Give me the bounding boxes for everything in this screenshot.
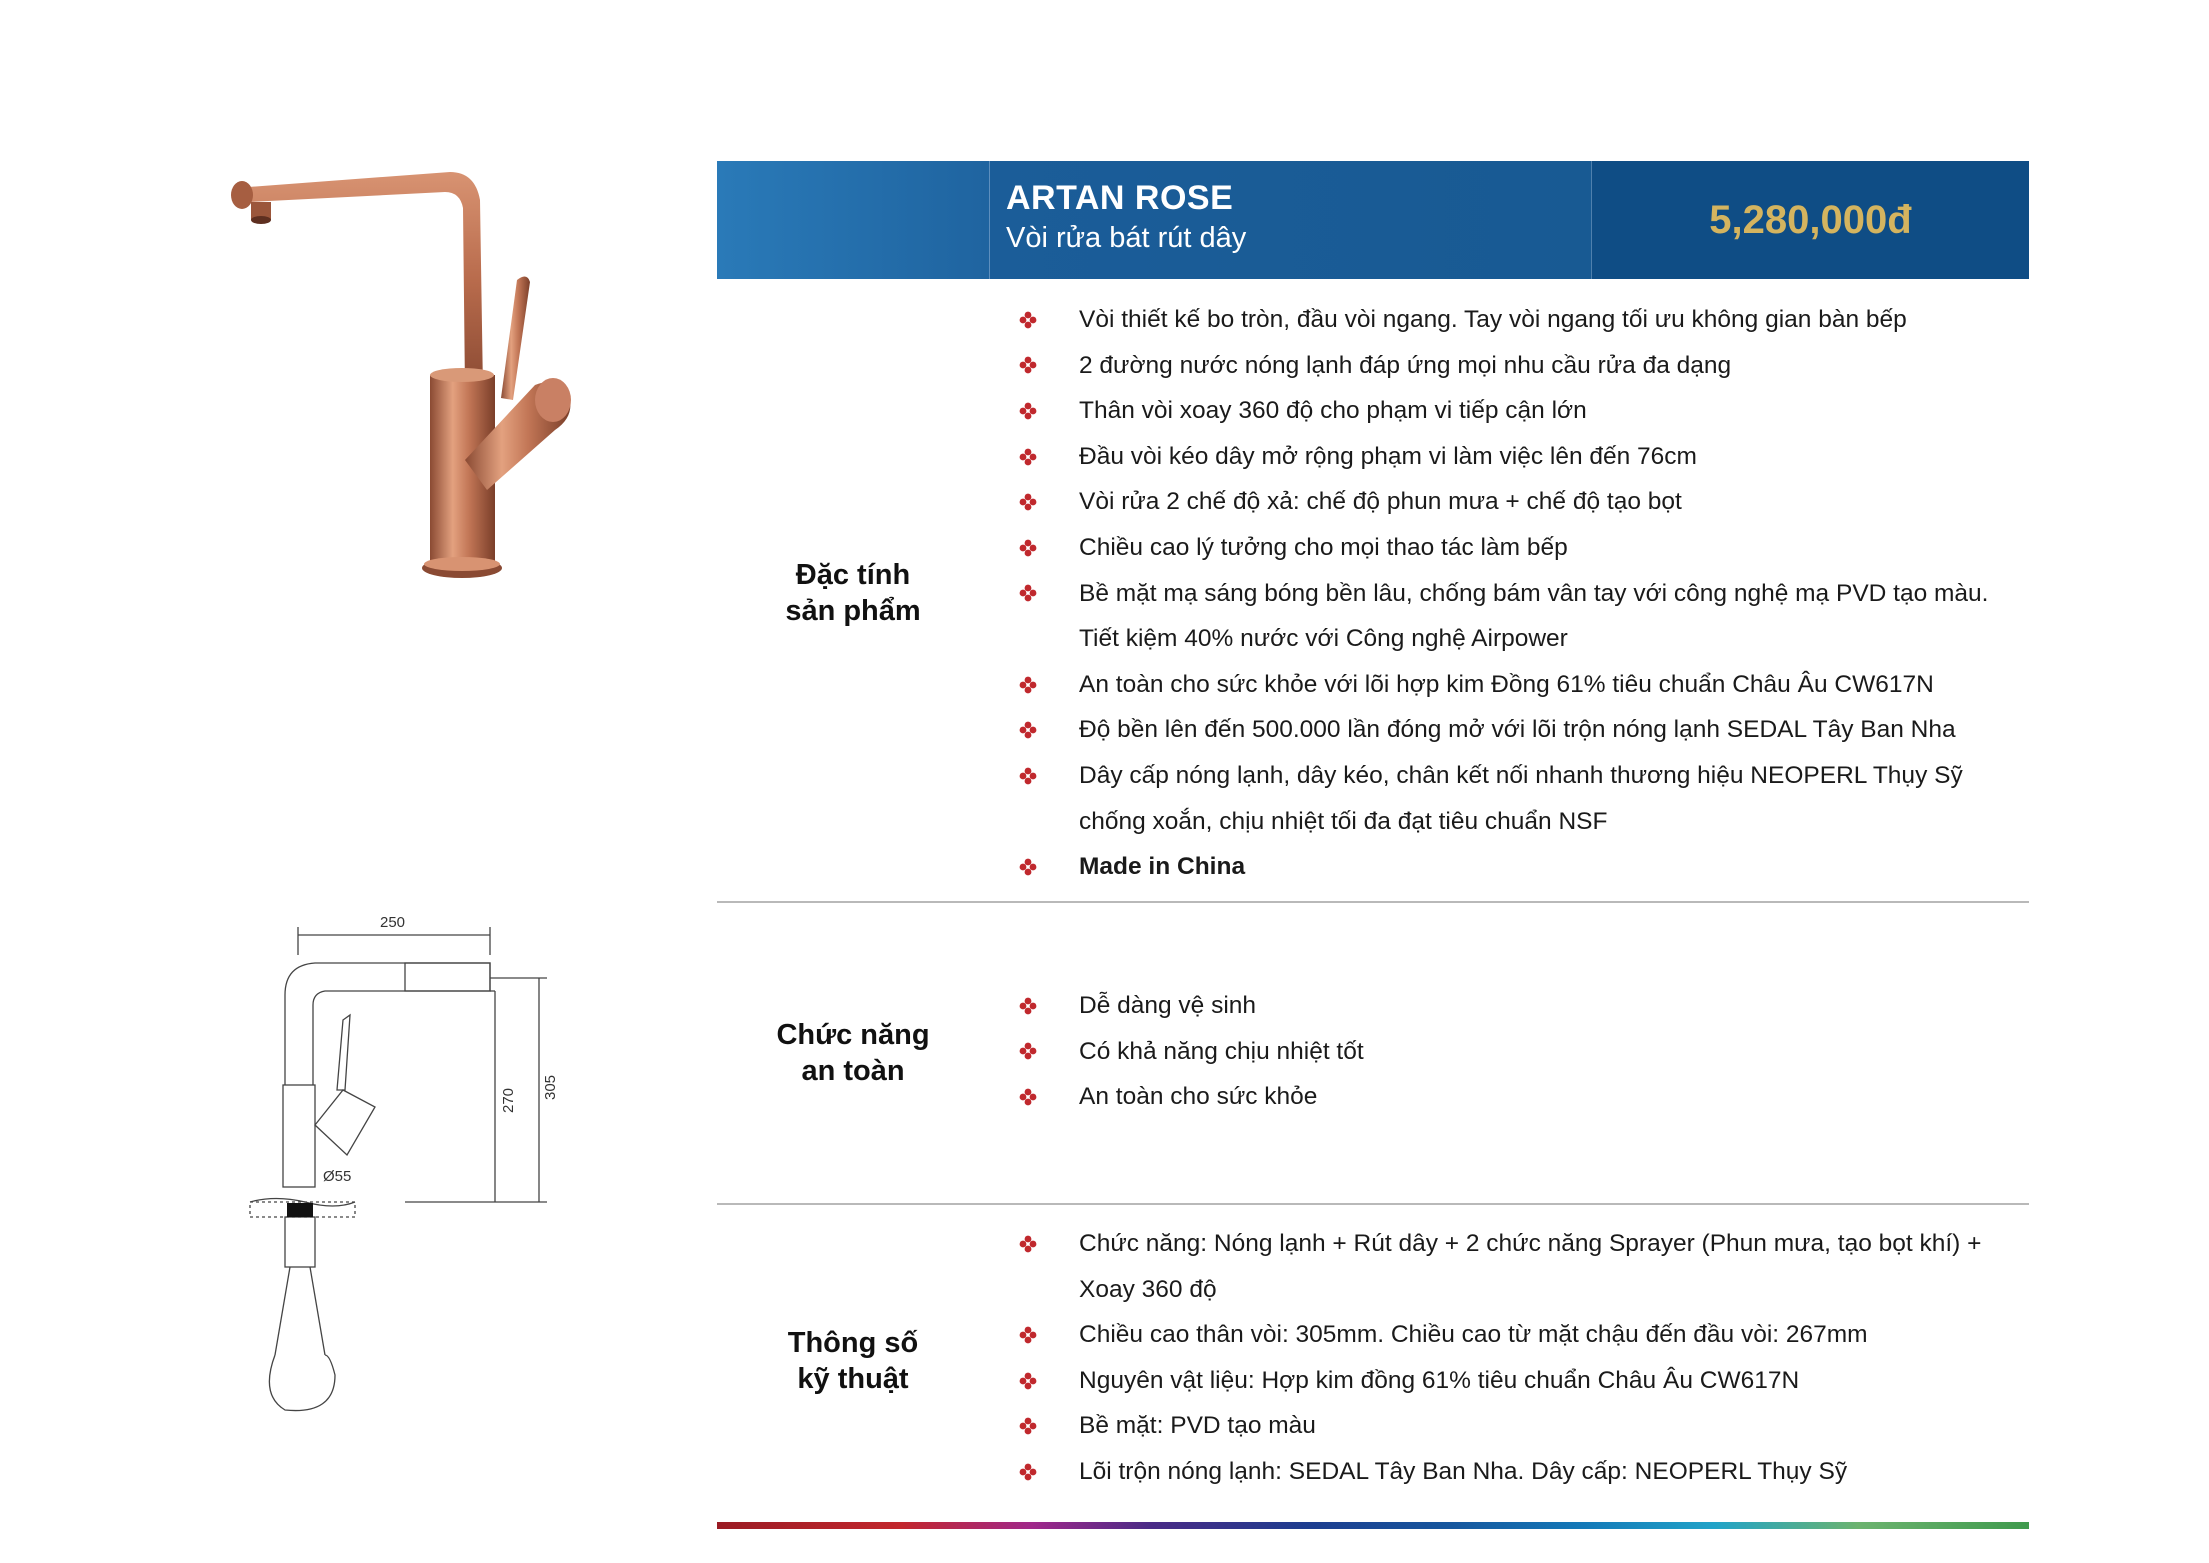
dim-height-inner-label: 270 (500, 1087, 517, 1113)
red-diamond-bullet-icon (1017, 479, 1039, 525)
list-item: Chiều cao lý tưởng cho mọi thao tác làm bếp (1017, 525, 2009, 571)
list-item: Độ bền lên đến 500.000 lần đóng mở với lõi trộn nóng lạnh SEDAL Tây Ban Nha (1017, 707, 2009, 753)
red-diamond-bullet-icon (1017, 1358, 1039, 1404)
section-label-safety: Chức năng an toàn (776, 1019, 930, 1087)
product-price: 5,280,000đ (1709, 197, 1912, 242)
list-item: 2 đường nước nóng lạnh đáp ứng mọi nhu cầu rửa đa dạng (1017, 343, 2009, 389)
footer-color-bar (717, 1522, 2029, 1529)
list-item: Made in China (1017, 844, 2009, 890)
list-item: Vòi rửa 2 chế độ xả: chế độ phun mưa + chế độ tạo bọt (1017, 479, 2009, 525)
red-diamond-bullet-icon (1017, 707, 1039, 753)
red-diamond-bullet-icon (1017, 525, 1039, 571)
red-diamond-bullet-icon (1017, 753, 1039, 799)
feature-list (1017, 297, 2009, 890)
section-features (717, 279, 2029, 896)
section-label-features: Đặc tính sản phẩm (785, 559, 921, 627)
header-spacer (717, 161, 990, 279)
red-diamond-bullet-icon (1017, 1312, 1039, 1358)
red-diamond-bullet-icon (1017, 1029, 1039, 1075)
product-name: ARTAN ROSE (1006, 179, 1234, 217)
price-cell (1592, 161, 2029, 279)
red-diamond-bullet-icon (1017, 434, 1039, 480)
section-specs (717, 1205, 2029, 1520)
red-diamond-bullet-icon (1017, 844, 1039, 890)
red-diamond-bullet-icon (1017, 388, 1039, 434)
red-diamond-bullet-icon (1017, 343, 1039, 389)
specs-list (1017, 1221, 2009, 1495)
dim-width-label: 250 (380, 914, 406, 931)
red-diamond-bullet-icon (1017, 571, 1039, 617)
list-item: Lõi trộn nóng lạnh: SEDAL Tây Ban Nha. Dây cấp: NEOPERL Thụy Sỹ (1017, 1449, 2009, 1495)
red-diamond-bullet-icon (1017, 1074, 1039, 1120)
list-item: Vòi thiết kế bo tròn, đầu vòi ngang. Tay vòi ngang tối ưu không gian bàn bếp (1017, 297, 2009, 343)
red-diamond-bullet-icon (1017, 983, 1039, 1029)
list-item: Thân vòi xoay 360 độ cho phạm vi tiếp cận lớn (1017, 388, 2009, 434)
list-item: Dễ dàng vệ sinh (1017, 983, 2009, 1029)
list-item: Bề mặt: PVD tạo màu (1017, 1403, 2009, 1449)
dim-height-total-label: 305 (542, 1074, 559, 1100)
red-diamond-bullet-icon (1017, 662, 1039, 708)
list-item: Dây cấp nóng lạnh, dây kéo, chân kết nối nhanh thương hiệu NEOPERL Thụy Sỹ chống xoắn, chịu nhiệt tối đa đạt tiêu chuẩn NSF (1017, 753, 2009, 844)
red-diamond-bullet-icon (1017, 1403, 1039, 1449)
red-diamond-bullet-icon (1017, 1449, 1039, 1495)
product-subtitle: Vòi rửa bát rút dây (1006, 222, 1247, 254)
safety-list (1017, 983, 2009, 1120)
faucet-technical-drawing (225, 885, 570, 1425)
dim-diameter-label: Ø55 (323, 1168, 352, 1185)
list-item: Đầu vòi kéo dây mở rộng phạm vi làm việc lên đến 76cm (1017, 434, 2009, 480)
product-header (717, 161, 2029, 279)
section-safety (717, 903, 2029, 1203)
red-diamond-bullet-icon (1017, 1221, 1039, 1267)
list-item: Nguyên vật liệu: Hợp kim đồng 61% tiêu chuẩn Châu Âu CW617N (1017, 1358, 2009, 1404)
product-title-cell (990, 161, 1592, 279)
list-item: Có khả năng chịu nhiệt tốt (1017, 1029, 2009, 1075)
section-label-specs: Thông số kỹ thuật (787, 1327, 919, 1395)
list-item: An toàn cho sức khỏe với lõi hợp kim Đồng 61% tiêu chuẩn Châu Âu CW617N (1017, 662, 2009, 708)
red-diamond-bullet-icon (1017, 297, 1039, 343)
list-item: Bề mặt mạ sáng bóng bền lâu, chống bám vân tay với công nghệ mạ PVD tạo màu. Tiết kiệm 40% nước với Công nghệ Airpower (1017, 571, 2009, 662)
list-item: Chiều cao thân vòi: 305mm. Chiều cao từ mặt chậu đến đầu vòi: 267mm (1017, 1312, 2009, 1358)
list-item: Chức năng: Nóng lạnh + Rút dây + 2 chức năng Sprayer (Phun mưa, tạo bọt khí) + Xoay 360 độ (1017, 1221, 2009, 1312)
faucet-product-image (225, 160, 585, 590)
list-item: An toàn cho sức khỏe (1017, 1074, 2009, 1120)
